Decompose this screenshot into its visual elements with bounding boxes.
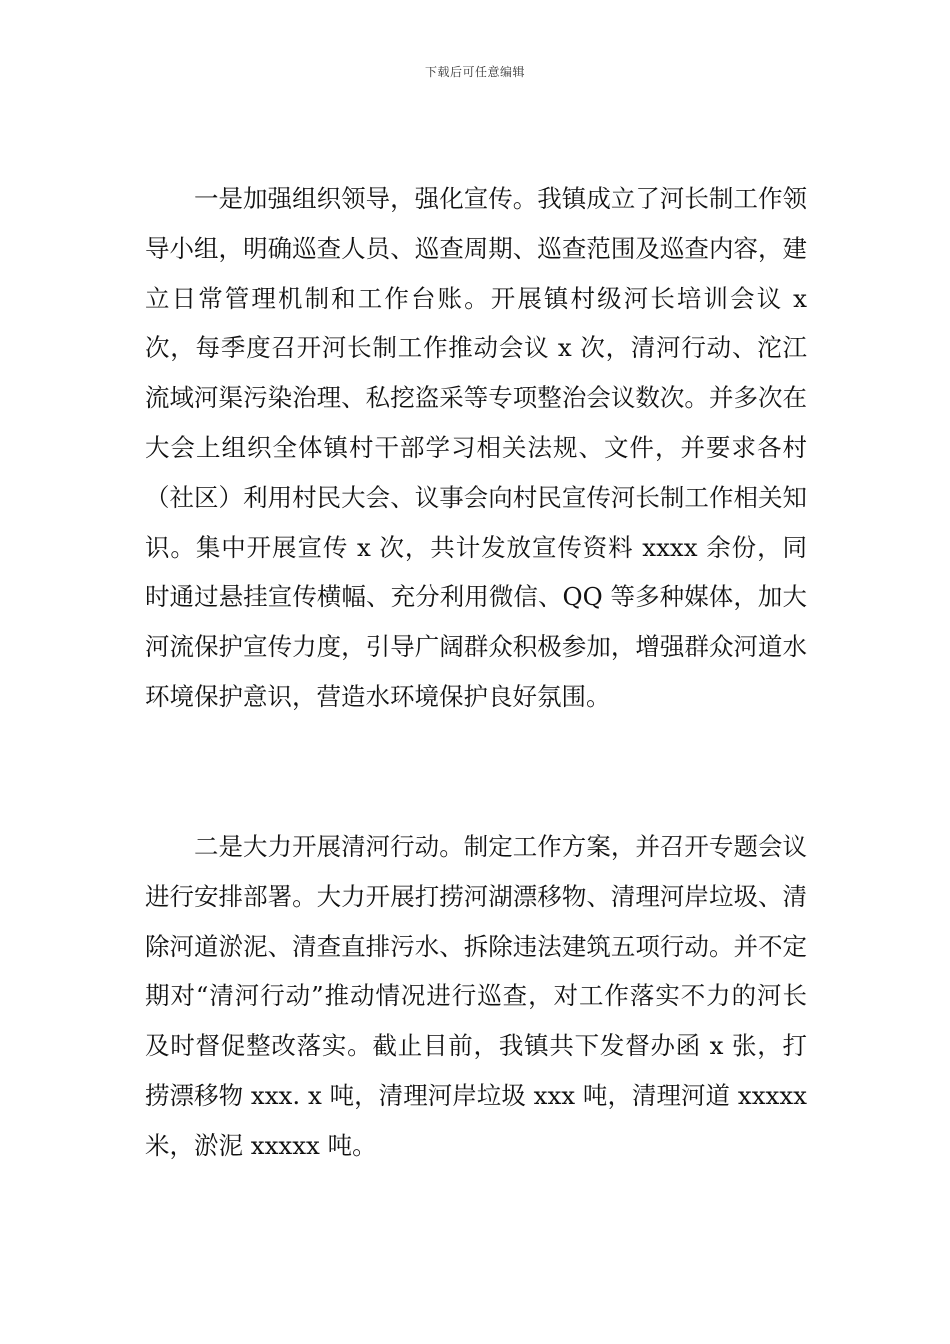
paragraph-river-cleaning-action: 二是大力开展清河行动。制定工作方案，并召开专题会议进行安排部署。大力开展打捞河湖漂移物、清理河岸垃圾、清除河道淤泥、清查直排污水、拆除违法建筑五项行动。并不定期对“清河行动”推动情况进行巡查，对工作落实不力的河长及时督促整改落实。截止目前，我镇共下发督办函 x 张，打捞漂移物 xxx. x 吨，清理河岸垃圾 xxx 吨，清理河道 xxxxx 米，淤泥 xxxxx 吨。	[145, 832, 807, 1160]
page-header-note: 下载后可任意编辑	[424, 65, 525, 79]
paragraph-organization-leadership: 一是加强组织领导，强化宣传。我镇成立了河长制工作领导小组，明确巡查人员、巡查周期、巡查范围及巡查内容，建立日常管理机制和工作台账。开展镇村级河长培训会议 x 次，每季度召开河长制工作推动会议 x 次，清河行动、沱江流域河渠污染治理、私挖盗采等专项整治会议数次。并多次在大会上组织全体镇村干部学习相关法规、文件，并要求各村（社区）利用村民大会、议事会向村民宣传河长制工作相关知识。集中开展宣传 x 次，共计发放宣传资料 xxxx 余份，同时通过悬挂宣传横幅、充分利用微信、QQ 等多种媒体，加大河流保护宣传力度，引导广阔群众积极参加，增强群众河道水环境保护意识，营造水环境保护良好氛围。	[145, 184, 807, 711]
